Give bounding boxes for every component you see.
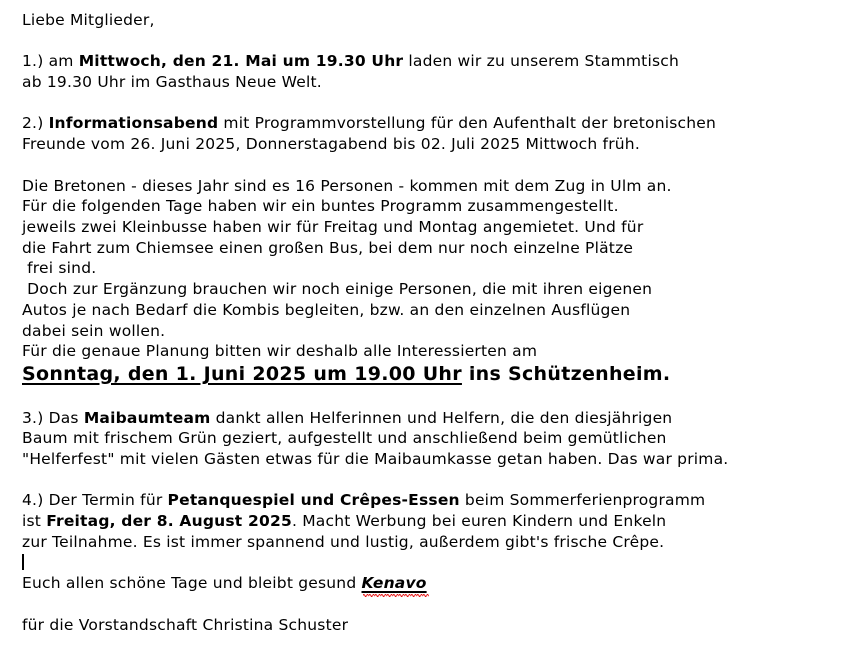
text-segment: Baum mit frischem Grün geziert, aufgestellt und anschließend beim gemütlichen xyxy=(22,429,667,448)
text-line xyxy=(22,449,832,470)
text-line xyxy=(22,134,832,155)
text-segment: 3.) Das xyxy=(22,408,84,427)
text-line xyxy=(22,408,832,429)
text-segment-bold: ins Schützenheim. xyxy=(461,362,671,385)
text-segment: Freunde vom 26. Juni 2025, Donnerstagabend bis 02. Juli 2025 Mittwoch früh. xyxy=(22,135,640,154)
text-segment: 2.) xyxy=(22,114,49,133)
text-line xyxy=(22,490,832,511)
text-segment: für die Vorstandschaft Christina Schuster xyxy=(22,615,349,634)
text-segment-bold: Mittwoch, den 21. Mai um 19.30 Uhr xyxy=(78,52,404,71)
text-segment: Für die folgenden Tage haben wir ein buntes Programm zusammengestellt. xyxy=(22,197,619,216)
blank-line xyxy=(22,155,832,176)
text-line xyxy=(22,10,832,31)
text-line xyxy=(22,72,832,93)
text-line xyxy=(22,51,832,72)
text-segment-bold: Petanquespiel und Crêpes-Essen xyxy=(167,491,460,510)
text-segment: jeweils zwei Kleinbusse haben wir für Freitag und Montag angemietet. Und für xyxy=(22,217,644,236)
blank-line xyxy=(22,470,832,491)
text-segment-bold: Maibaumteam xyxy=(83,408,211,427)
blank-line xyxy=(22,31,832,52)
text-segment: Die Bretonen - dieses Jahr sind es 16 Personen - kommen mit dem Zug in Ulm an. xyxy=(22,176,672,195)
text-segment: frei sind. xyxy=(22,259,97,278)
text-line xyxy=(22,113,832,134)
text-line xyxy=(22,428,832,449)
text-segment: 4.) Der Termin für xyxy=(22,491,168,510)
text-cursor-icon xyxy=(22,554,24,570)
text-line xyxy=(22,217,832,238)
text-segment: Autos je nach Bedarf die Kombis begleiten, bzw. an den einzelnen Ausflügen xyxy=(22,300,631,319)
text-segment: mit Programmvorstellung für den Aufenthalt der bretonischen xyxy=(218,114,717,133)
text-segment: Euch allen schöne Tage und bleibt gesund xyxy=(22,574,362,593)
text-line xyxy=(22,615,832,636)
text-segment-bold-underline: Sonntag, den 1. Juni 2025 um 19.00 Uhr xyxy=(22,362,462,385)
text-segment-bold-italic-underline-spellcheck: Kenavo xyxy=(361,574,427,593)
text-segment-bold: Freitag, der 8. August 2025 xyxy=(46,512,292,531)
text-line xyxy=(22,573,832,594)
text-segment: ist xyxy=(22,512,47,531)
text-line xyxy=(22,341,832,362)
text-line xyxy=(22,362,832,387)
text-segment: Liebe Mitglieder, xyxy=(22,11,155,29)
text-segment-bold: Informationsabend xyxy=(48,114,219,133)
text-line xyxy=(22,321,832,342)
text-line xyxy=(22,532,832,553)
text-line xyxy=(22,196,832,217)
text-segment: beim Sommerferienprogramm xyxy=(459,491,706,510)
text-line xyxy=(22,176,832,197)
text-line xyxy=(22,279,832,300)
text-segment: zur Teilnahme. Es ist immer spannend und lustig, außerdem gibt's frische Crêpe. xyxy=(22,532,665,551)
blank-line xyxy=(22,387,832,408)
text-segment: die Fahrt zum Chiemsee einen großen Bus, bei dem nur noch einzelne Plätze xyxy=(22,238,634,257)
text-segment: . Macht Werbung bei euren Kindern und Enkeln xyxy=(291,512,667,531)
text-segment: dabei sein wollen. xyxy=(22,321,166,340)
text-line xyxy=(22,258,832,279)
empty-line-with-cursor xyxy=(22,553,832,574)
text-segment: "Helferfest" mit vielen Gästen etwas für die Maibaumkasse getan haben. Das war prima. xyxy=(22,450,729,468)
text-line xyxy=(22,511,832,532)
text-segment: dankt allen Helferinnen und Helfern, die den diesjährigen xyxy=(210,408,673,427)
text-segment: 1.) am xyxy=(22,52,79,71)
text-segment: laden wir zu unserem Stammtisch xyxy=(403,52,679,71)
text-line xyxy=(22,238,832,259)
text-segment: Für die genaue Planung bitten wir deshalb alle Interessierten am xyxy=(22,342,538,361)
text-line xyxy=(22,300,832,321)
text-segment: ab 19.30 Uhr im Gasthaus Neue Welt. xyxy=(22,73,322,92)
blank-line xyxy=(22,93,832,114)
text-segment: Doch zur Ergänzung brauchen wir noch einige Personen, die mit ihren eigenen xyxy=(22,280,653,299)
